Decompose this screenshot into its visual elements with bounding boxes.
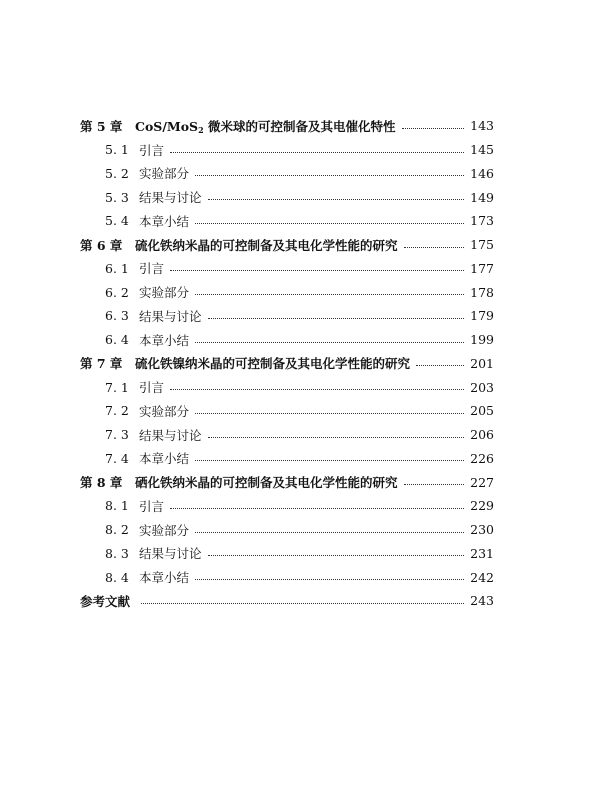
dot-leader: [170, 269, 464, 271]
page-number: 179: [470, 308, 494, 324]
page-number: 242: [470, 569, 494, 585]
toc-section-entry[interactable]: [80, 375, 494, 399]
section-title: 本章小结: [139, 213, 190, 229]
section-title: 实验部分: [139, 403, 190, 419]
toc-section-entry[interactable]: [80, 494, 494, 518]
section-title: 结果与讨论: [139, 190, 202, 206]
chapter-number: 第 6 章: [80, 237, 123, 253]
section-number: 5. 1: [105, 142, 129, 158]
page-number: 178: [470, 284, 494, 300]
references-label: 参考文献: [80, 593, 131, 609]
dot-leader: [170, 388, 464, 390]
dot-leader: [208, 317, 465, 319]
section-number: 5. 3: [105, 189, 129, 205]
section-number: 8. 4: [105, 569, 129, 585]
table-of-contents: [80, 114, 494, 613]
toc-section-entry[interactable]: [80, 542, 494, 566]
page-number: 201: [470, 355, 494, 371]
toc-section-entry[interactable]: [80, 280, 494, 304]
toc-chapter-entry[interactable]: [80, 470, 494, 494]
section-title: 结果与讨论: [139, 546, 202, 562]
dot-leader: [195, 222, 464, 224]
section-number: 7. 1: [105, 379, 129, 395]
toc-chapter-entry[interactable]: [80, 352, 494, 376]
chapter-number: 第 8 章: [80, 475, 123, 491]
chapter-number: 第 7 章: [80, 356, 123, 372]
section-number: 6. 1: [105, 260, 129, 276]
chapter-title: [135, 117, 396, 135]
dot-leader: [195, 459, 464, 461]
dot-leader: [416, 364, 464, 366]
section-number: 6. 2: [105, 284, 129, 300]
dot-leader: [195, 174, 464, 176]
section-title: 结果与讨论: [139, 308, 202, 324]
dot-leader: [195, 293, 464, 295]
section-title: 本章小结: [139, 451, 190, 467]
toc-chapter-entry[interactable]: [80, 233, 494, 257]
page-number: 205: [470, 403, 494, 419]
section-title: 引言: [139, 380, 165, 396]
page-number: 175: [470, 237, 494, 253]
toc-section-entry[interactable]: [80, 257, 494, 281]
dot-leader: [208, 436, 465, 438]
page-number: 203: [470, 379, 494, 395]
section-number: 7. 3: [105, 427, 129, 443]
section-title: 本章小结: [139, 570, 190, 586]
dot-leader: [404, 483, 465, 485]
page-number: 229: [470, 498, 494, 514]
toc-section-entry[interactable]: [80, 185, 494, 209]
page-number: 226: [470, 450, 494, 466]
page-number: 227: [470, 474, 494, 490]
dot-leader: [170, 507, 464, 509]
toc-section-entry[interactable]: [80, 328, 494, 352]
page-number: 199: [470, 332, 494, 348]
dot-leader: [170, 151, 464, 153]
section-number: 6. 4: [105, 332, 129, 348]
page-number: 145: [470, 142, 494, 158]
dot-leader: [402, 127, 465, 129]
section-title: 引言: [139, 498, 165, 514]
formula-subscript: 2: [198, 124, 204, 135]
dot-leader: [195, 578, 464, 580]
page-number: 149: [470, 189, 494, 205]
section-title: 实验部分: [139, 285, 190, 301]
section-number: 7. 2: [105, 403, 129, 419]
toc-section-entry[interactable]: [80, 565, 494, 589]
section-title: 本章小结: [139, 332, 190, 348]
chapter-title: 硫化铁镍纳米晶的可控制备及其电化学性能的研究: [135, 356, 411, 372]
toc-chapter-entry[interactable]: [80, 114, 494, 138]
section-number: 6. 3: [105, 308, 129, 324]
section-title: 引言: [139, 142, 165, 158]
page-number: 173: [470, 213, 494, 229]
toc-references-entry[interactable]: [80, 589, 494, 613]
section-title: 实验部分: [139, 522, 190, 538]
section-number: 8. 3: [105, 545, 129, 561]
section-title: 引言: [139, 261, 165, 277]
page-number: 146: [470, 165, 494, 181]
toc-section-entry[interactable]: [80, 304, 494, 328]
toc-section-entry[interactable]: [80, 518, 494, 542]
chapter-title: 硫化铁纳米晶的可控制备及其电化学性能的研究: [135, 237, 398, 253]
chapter-title-formula: CoS/MoS: [135, 118, 199, 134]
toc-section-entry[interactable]: [80, 399, 494, 423]
section-number: 5. 2: [105, 165, 129, 181]
chapter-title: 硒化铁纳米晶的可控制备及其电化学性能的研究: [135, 475, 398, 491]
chapter-number: 第 5 章: [80, 118, 123, 134]
chapter-title-tail: 微米球的可控制备及其电催化特性: [203, 118, 396, 134]
dot-leader: [195, 412, 464, 414]
page-number: 243: [470, 593, 494, 609]
page-number: 143: [470, 118, 494, 134]
dot-leader: [195, 341, 464, 343]
page-number: 206: [470, 427, 494, 443]
section-number: 8. 2: [105, 522, 129, 538]
toc-section-entry[interactable]: [80, 423, 494, 447]
page-number: 231: [470, 545, 494, 561]
page-number: 177: [470, 260, 494, 276]
dot-leader: [208, 554, 465, 556]
section-title: 结果与讨论: [139, 427, 202, 443]
toc-section-entry[interactable]: [80, 447, 494, 471]
section-title: 实验部分: [139, 166, 190, 182]
toc-section-entry[interactable]: [80, 209, 494, 233]
section-number: 5. 4: [105, 213, 129, 229]
dot-leader: [208, 198, 465, 200]
dot-leader: [141, 602, 464, 604]
dot-leader: [404, 246, 465, 248]
toc-section-entry[interactable]: [80, 138, 494, 162]
section-number: 7. 4: [105, 450, 129, 466]
page-number: 230: [470, 522, 494, 538]
toc-section-entry[interactable]: [80, 162, 494, 186]
dot-leader: [195, 531, 464, 533]
section-number: 8. 1: [105, 498, 129, 514]
